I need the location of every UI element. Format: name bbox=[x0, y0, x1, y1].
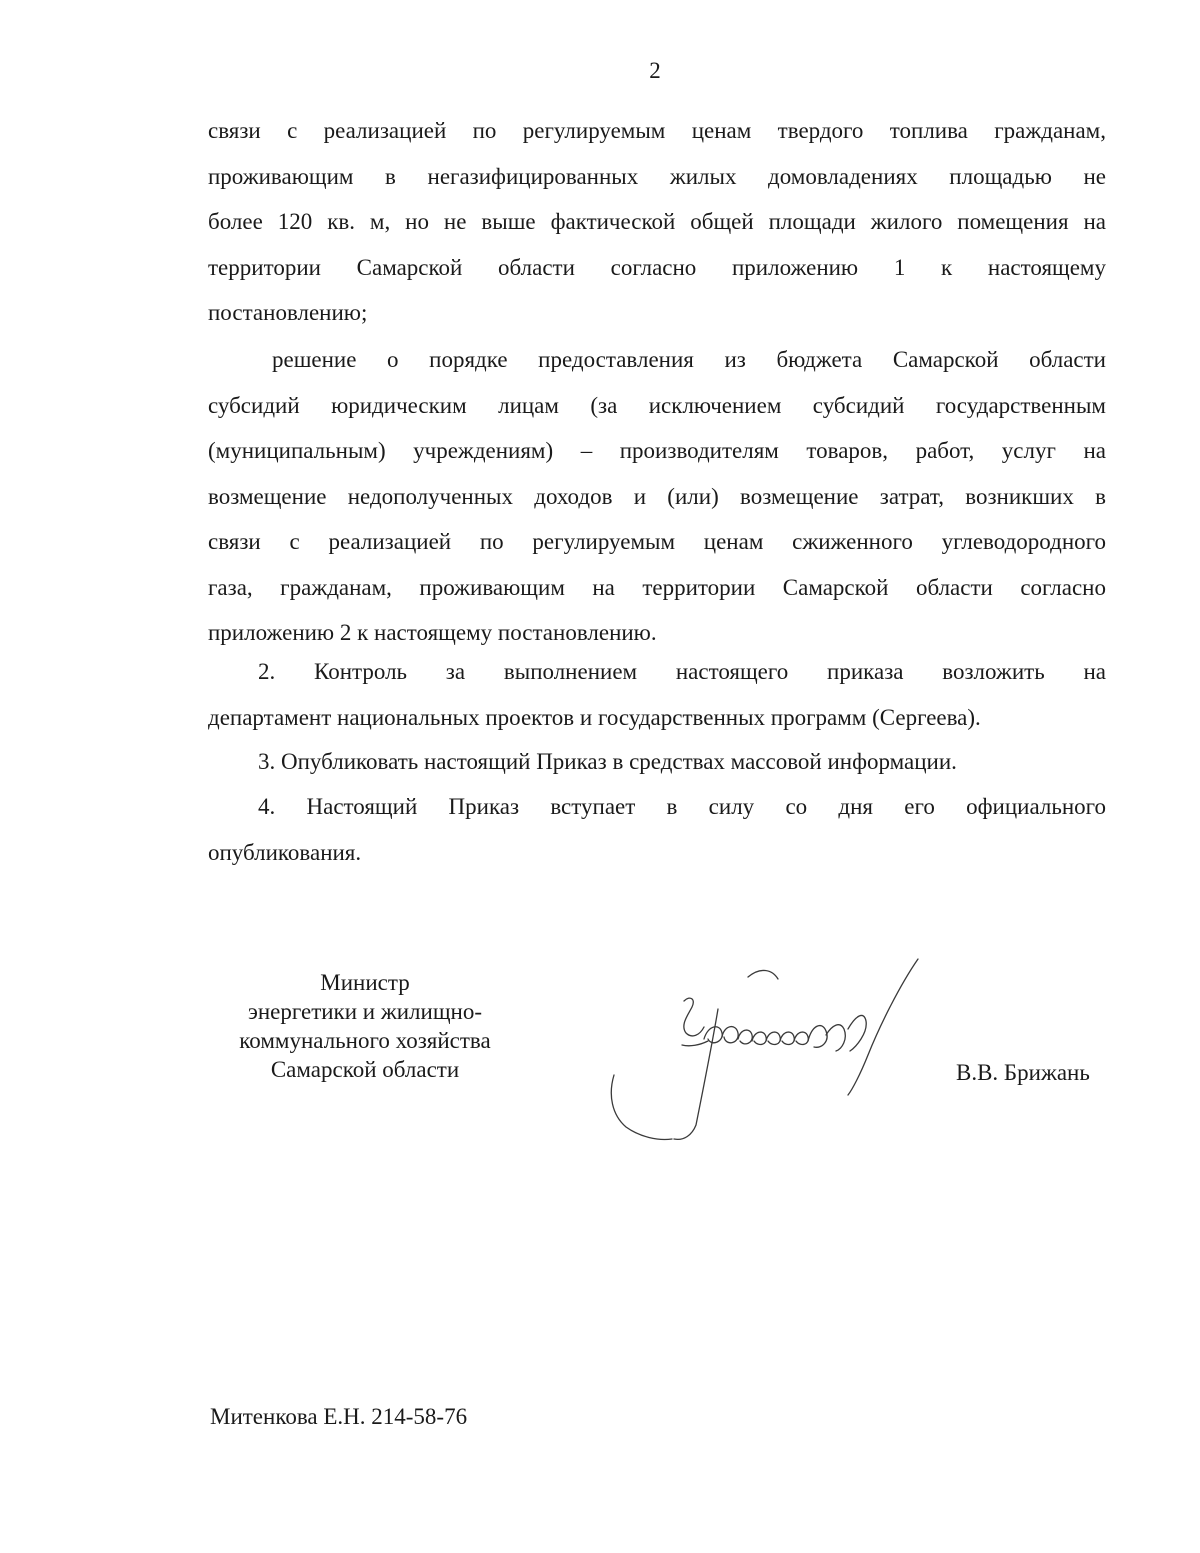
text-line: газа, гражданам, проживающим на территории Самарской области согласно bbox=[208, 574, 1106, 600]
signer-title-line: Министр bbox=[320, 970, 410, 995]
contact-line: Митенкова Е.Н. 214-58-76 bbox=[210, 1404, 468, 1429]
text-line: 3. Опубликовать настоящий Приказ в средствах массовой информации. bbox=[258, 749, 957, 774]
signer-title-line: коммунального хозяйства bbox=[239, 1028, 491, 1053]
text-line: возмещение недополученных доходов и (или) возмещение затрат, возникших в bbox=[208, 483, 1106, 509]
text-line: постановлению; bbox=[208, 300, 368, 325]
text-line: 4. Настоящий Приказ вступает в силу со дня его официального bbox=[258, 794, 1106, 819]
text-line: департамент национальных проектов и государственных программ (Сергеева). bbox=[208, 704, 981, 730]
text-line: приложению 2 к настоящему постановлению. bbox=[208, 620, 657, 645]
text-line: решение о порядке предоставления из бюджета Самарской области bbox=[272, 347, 1106, 372]
text-line: территории Самарской области согласно приложению 1 к настоящему bbox=[208, 254, 1106, 280]
handwritten-signature bbox=[600, 955, 930, 1150]
text-line: опубликования. bbox=[208, 839, 362, 865]
paragraph-publish bbox=[208, 739, 1106, 785]
text-line: (муниципальным) учреждениям) – производителям товаров, работ, услуг на bbox=[208, 438, 1106, 463]
text-line: более 120 кв. м, но не выше фактической общей площади жилого помещения на bbox=[208, 209, 1106, 234]
text-line: субсидий юридическим лицам (за исключением субсидий государственным bbox=[208, 392, 1106, 418]
signer-title bbox=[210, 968, 520, 1084]
text-line: проживающим в негазифицированных жилых домовладениях площадью не bbox=[208, 163, 1106, 189]
paragraph-effective bbox=[208, 784, 1106, 875]
page-number: 2 bbox=[649, 58, 661, 83]
text-line: связи с реализацией по регулируемым ценам сжиженного углеводородного bbox=[208, 529, 1106, 554]
text-line: связи с реализацией по регулируемым ценам твердого топлива гражданам, bbox=[208, 118, 1106, 143]
paragraph-continuation bbox=[208, 108, 1106, 336]
signer-title-line: энергетики и жилищно- bbox=[247, 999, 483, 1024]
paragraph-subsidy-decision bbox=[208, 337, 1106, 656]
paragraph-control bbox=[208, 649, 1106, 740]
signer-name: В.В. Брижань bbox=[956, 1060, 1090, 1085]
signer-title-line: Самарской области bbox=[270, 1057, 460, 1082]
text-line: 2. Контроль за выполнением настоящего приказа возложить на bbox=[258, 659, 1106, 684]
